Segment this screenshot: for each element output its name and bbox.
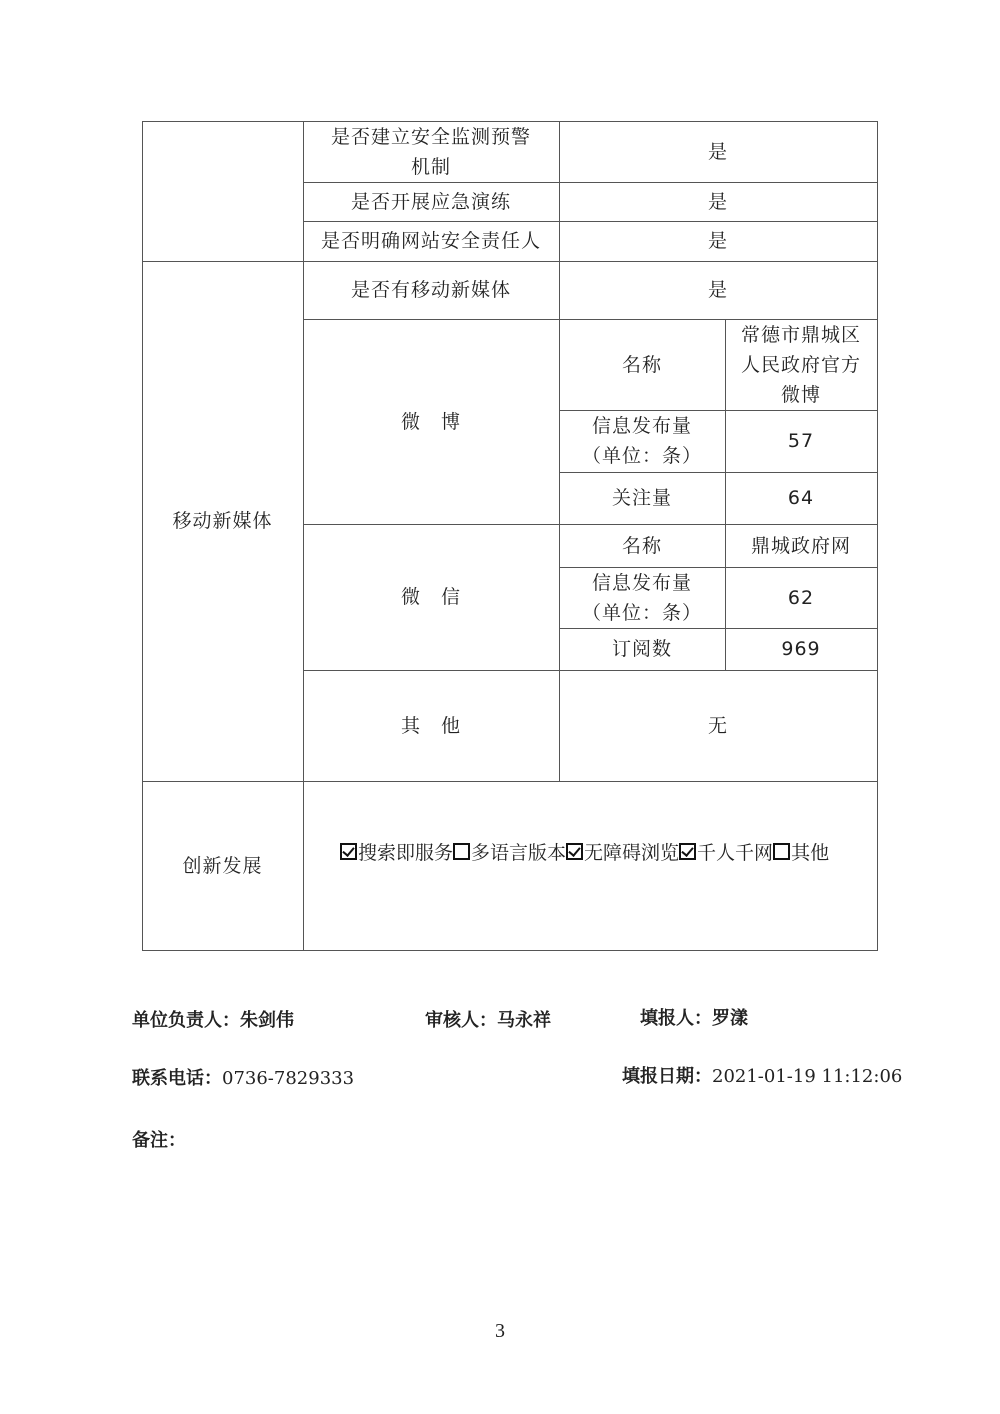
checkbox-multilingual[interactable] (453, 843, 470, 860)
weibo-posts-label: 信息发布量 （单位：条） (581, 415, 702, 467)
weibo-label: 微 博 (400, 410, 461, 433)
has-mobile-media-label: 是否有移动新媒体 (350, 279, 511, 301)
unit-head (132, 1006, 294, 1032)
option-personalization: 千人千网 (697, 842, 774, 864)
unit-head-label: 单位负责人： (132, 1010, 240, 1031)
wechat-label: 微 信 (400, 586, 461, 608)
other-media-value: 无 (707, 714, 728, 737)
weibo-name-value: 常德市鼎城区 人民政府官方 微博 (740, 323, 861, 406)
mobile-media-section-label: 移动新媒体 (172, 510, 273, 532)
security-monitoring-value: 是 (707, 140, 728, 163)
unit-head-value: 朱剑伟 (240, 1010, 294, 1031)
filler-value: 罗漾 (712, 1008, 748, 1029)
security-owner-label: 是否明确网站安全责任人 (320, 230, 541, 252)
emergency-drill-value: 是 (707, 190, 728, 213)
wechat-posts-label: 信息发布量 （单位：条） (581, 571, 702, 624)
checkbox-accessibility[interactable] (566, 843, 583, 860)
table-border-bottom (142, 950, 878, 951)
weibo-followers-value: 64 (787, 487, 815, 509)
wechat-name-label: 名称 (621, 534, 662, 557)
phone-label: 联系电话： (132, 1068, 222, 1089)
fill-date (622, 1062, 902, 1088)
emergency-drill-label: 是否开展应急演练 (350, 190, 511, 213)
innovation-options (340, 838, 829, 865)
checkbox-other[interactable] (773, 843, 790, 860)
reviewer-label: 审核人： (425, 1010, 497, 1031)
security-owner-value: 是 (707, 230, 728, 252)
wechat-posts-value: 62 (787, 586, 815, 609)
table-border-right (877, 121, 878, 951)
contact-phone (132, 1064, 354, 1090)
filler-label: 填报人： (640, 1008, 712, 1029)
wechat-subscribers-value: 969 (781, 638, 821, 660)
weibo-name-label: 名称 (621, 353, 662, 376)
option-accessibility: 无障碍浏览 (584, 842, 680, 864)
page-number: 3 (495, 1320, 505, 1342)
security-monitoring-label: 是否建立安全监测预警 机制 (330, 125, 531, 178)
weibo-followers-label: 关注量 (611, 487, 672, 509)
reviewer (425, 1006, 551, 1032)
wechat-subscribers-label: 订阅数 (611, 638, 672, 660)
date-value: 2021-01-19 11:12:06 (712, 1066, 903, 1087)
wechat-name-value: 鼎城政府网 (750, 534, 851, 557)
date-label: 填报日期： (622, 1066, 712, 1087)
other-media-label: 其 他 (400, 714, 461, 737)
innovation-section-label: 创新发展 (182, 854, 263, 877)
option-search-service: 搜索即服务 (358, 842, 454, 864)
option-multilingual: 多语言版本 (471, 842, 567, 864)
checkbox-search-service[interactable] (340, 843, 357, 860)
checkbox-personalization[interactable] (679, 843, 696, 860)
option-other: 其他 (791, 842, 830, 864)
has-mobile-media-value: 是 (707, 279, 728, 301)
filler (640, 1004, 748, 1030)
remarks-label: 备注： (132, 1130, 186, 1151)
weibo-posts-value: 57 (787, 430, 815, 452)
phone-value: 0736-7829333 (222, 1068, 355, 1089)
reviewer-value: 马永祥 (497, 1010, 551, 1031)
